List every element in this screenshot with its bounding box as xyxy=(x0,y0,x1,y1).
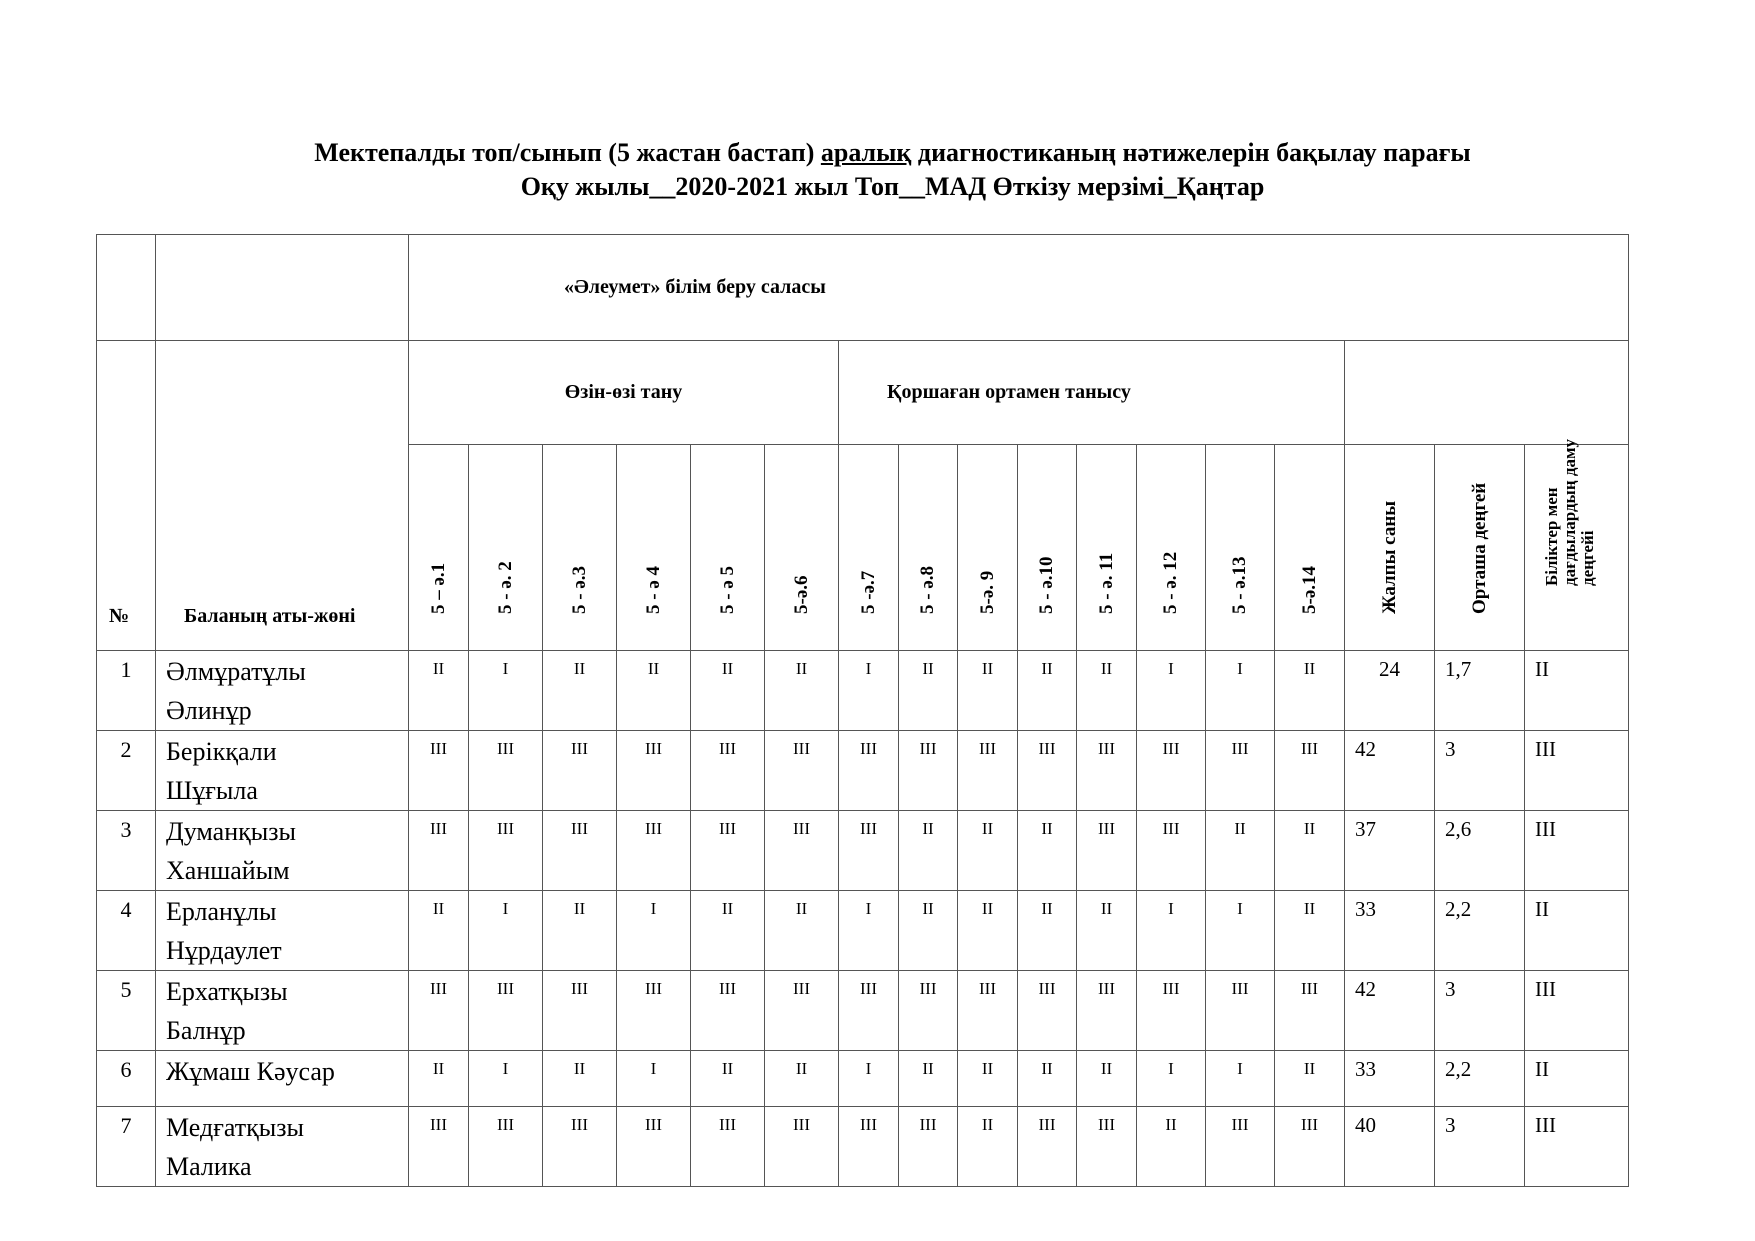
level-cell: II xyxy=(543,891,617,971)
level-cell: III xyxy=(839,811,899,891)
level-cell: II xyxy=(1275,1051,1345,1107)
total-cell: 40 xyxy=(1345,1107,1435,1187)
total-cell: 42 xyxy=(1345,731,1435,811)
col-header-code-label: 5-ә.14 xyxy=(1298,565,1320,614)
level-cell: II xyxy=(409,1051,469,1107)
col-header-level-label: Біліктер мен дағдылардың даму деңгейі xyxy=(1541,438,1597,586)
col-header-total xyxy=(1345,445,1435,651)
level-cell: III xyxy=(839,971,899,1051)
table-row xyxy=(97,651,1629,731)
level-cell: III xyxy=(1206,1107,1275,1187)
col-header-code xyxy=(765,445,839,651)
level-cell: II xyxy=(409,651,469,731)
level-cell: I xyxy=(839,891,899,971)
table-row xyxy=(97,731,1629,811)
child-name xyxy=(156,811,409,891)
level-cell: III xyxy=(1275,1107,1345,1187)
average-cell: 3 xyxy=(1435,1107,1525,1187)
col-header-code xyxy=(543,445,617,651)
level-cell: II xyxy=(958,1051,1018,1107)
level-cell: II xyxy=(691,891,765,971)
col-header-code-label: 5 - ә. 12 xyxy=(1160,551,1181,614)
col-header-total-label: Жалпы саны xyxy=(1378,500,1400,614)
child-surname: Ерланұлы xyxy=(166,897,277,926)
level-cell: III xyxy=(765,971,839,1051)
col-header-code xyxy=(1206,445,1275,651)
level-cell: II xyxy=(1275,811,1345,891)
child-surname: Жұмаш Кәусар xyxy=(166,1057,335,1086)
diagnostics-table xyxy=(96,234,1629,1187)
level-cell: II xyxy=(1137,1107,1206,1187)
total-cell: 24 xyxy=(1345,651,1435,731)
group-header-environment: Қоршаған ортамен танысу xyxy=(839,341,1345,445)
level-cell: III xyxy=(1018,1107,1077,1187)
row-number: 7 xyxy=(97,1107,156,1187)
child-surname: Әлмұратұлы xyxy=(166,657,306,686)
total-cell: 33 xyxy=(1345,1051,1435,1107)
document-title xyxy=(0,138,1755,168)
table-row xyxy=(97,811,1629,891)
level-cell: III xyxy=(765,1107,839,1187)
col-header-code-label: 5 - ә.13 xyxy=(1229,556,1250,614)
level-cell: III xyxy=(1275,731,1345,811)
table-row xyxy=(97,971,1629,1051)
level-cell: II xyxy=(765,1051,839,1107)
level-cell: III xyxy=(1077,811,1137,891)
col-header-no: № xyxy=(97,341,156,651)
child-given-name: Балнұр xyxy=(166,1016,246,1045)
group-header-self-knowledge: Өзін-өзі тану xyxy=(409,341,839,445)
level-cell: I xyxy=(469,651,543,731)
level-cell: III xyxy=(543,1107,617,1187)
overall-level-cell: III xyxy=(1525,1107,1629,1187)
col-header-code-label: 5 - ә. 2 xyxy=(494,561,516,614)
level-cell: III xyxy=(691,971,765,1051)
level-cell: II xyxy=(543,651,617,731)
level-cell: III xyxy=(691,811,765,891)
row-number: 4 xyxy=(97,891,156,971)
average-cell: 2,2 xyxy=(1435,1051,1525,1107)
child-name xyxy=(156,1051,409,1107)
level-cell: II xyxy=(1018,1051,1077,1107)
level-cell: III xyxy=(839,731,899,811)
overall-level-cell: II xyxy=(1525,651,1629,731)
level-cell: II xyxy=(617,651,691,731)
child-name xyxy=(156,891,409,971)
col-header-code xyxy=(899,445,958,651)
average-cell: 2,6 xyxy=(1435,811,1525,891)
col-header-code-label: 5 - ә 4 xyxy=(642,565,664,614)
level-cell: I xyxy=(1137,1051,1206,1107)
document-subtitle: Оқу жылы__2020-2021 жыл Топ__МАД Өткізу мерзімі_Қаңтар xyxy=(520,172,1265,201)
level-cell: III xyxy=(409,731,469,811)
average-cell: 3 xyxy=(1435,971,1525,1051)
level-cell: III xyxy=(617,731,691,811)
child-surname: Думанқызы xyxy=(166,817,296,846)
level-cell: II xyxy=(958,891,1018,971)
average-cell: 2,2 xyxy=(1435,891,1525,971)
level-cell: II xyxy=(1077,891,1137,971)
col-header-code-label: 5 – ә.1 xyxy=(427,562,449,614)
level-cell: III xyxy=(409,971,469,1051)
col-header-code xyxy=(1275,445,1345,651)
level-cell: II xyxy=(1206,811,1275,891)
level-cell: II xyxy=(1275,651,1345,731)
col-header-average xyxy=(1435,445,1525,651)
level-cell: I xyxy=(839,651,899,731)
level-cell: III xyxy=(765,731,839,811)
overall-level-cell: II xyxy=(1525,1051,1629,1107)
level-cell: III xyxy=(691,1107,765,1187)
level-cell: III xyxy=(691,731,765,811)
child-name xyxy=(156,1107,409,1187)
level-cell: III xyxy=(617,1107,691,1187)
level-cell: III xyxy=(1077,1107,1137,1187)
total-cell: 42 xyxy=(1345,971,1435,1051)
level-cell: I xyxy=(1206,1051,1275,1107)
child-name xyxy=(156,971,409,1051)
level-cell: I xyxy=(1137,891,1206,971)
row-number: 5 xyxy=(97,971,156,1051)
child-surname: Медғатқызы xyxy=(166,1113,304,1142)
level-cell: III xyxy=(899,971,958,1051)
level-cell: III xyxy=(409,1107,469,1187)
level-cell: II xyxy=(1077,651,1137,731)
level-cell: II xyxy=(1077,1051,1137,1107)
overall-level-cell: III xyxy=(1525,811,1629,891)
col-header-code xyxy=(691,445,765,651)
total-cell: 37 xyxy=(1345,811,1435,891)
title-part-1: Мектепалды топ/сынып (5 жастан бастап) xyxy=(314,138,821,167)
level-cell: III xyxy=(839,1107,899,1187)
level-cell: III xyxy=(409,811,469,891)
level-cell: II xyxy=(899,651,958,731)
level-cell: I xyxy=(1137,651,1206,731)
level-cell: III xyxy=(1275,971,1345,1051)
level-cell: I xyxy=(469,1051,543,1107)
child-name xyxy=(156,731,409,811)
level-cell: III xyxy=(765,811,839,891)
level-cell: III xyxy=(1137,971,1206,1051)
header-row-area xyxy=(97,235,1629,341)
level-cell: II xyxy=(409,891,469,971)
col-header-code xyxy=(1018,445,1077,651)
child-given-name: Малика xyxy=(166,1152,252,1181)
level-cell: III xyxy=(958,971,1018,1051)
child-given-name: Нұрдаулет xyxy=(166,936,282,965)
level-cell: III xyxy=(1018,731,1077,811)
level-cell: II xyxy=(899,891,958,971)
level-cell: III xyxy=(1137,731,1206,811)
level-cell: III xyxy=(469,971,543,1051)
level-cell: II xyxy=(958,1107,1018,1187)
row-number: 2 xyxy=(97,731,156,811)
col-header-name: Баланың аты-жөні xyxy=(156,341,409,651)
col-header-code-label: 5-ә. 9 xyxy=(976,570,998,614)
level-cell: I xyxy=(617,891,691,971)
level-cell: III xyxy=(899,1107,958,1187)
level-cell: II xyxy=(899,811,958,891)
total-cell: 33 xyxy=(1345,891,1435,971)
col-header-code xyxy=(469,445,543,651)
table-row xyxy=(97,1051,1629,1107)
level-cell: III xyxy=(958,731,1018,811)
col-header-code xyxy=(839,445,899,651)
col-header-code-label: 5 -ә.7 xyxy=(857,570,879,614)
average-cell: 1,7 xyxy=(1435,651,1525,731)
level-cell: II xyxy=(1275,891,1345,971)
area-header: «Әлеумет» білім беру саласы xyxy=(409,235,1629,341)
col-header-code-label: 5 - ә 5 xyxy=(716,565,738,614)
level-cell: II xyxy=(1018,811,1077,891)
level-cell: III xyxy=(617,811,691,891)
level-cell: I xyxy=(1206,651,1275,731)
col-header-code xyxy=(617,445,691,651)
level-cell: II xyxy=(1018,651,1077,731)
level-cell: III xyxy=(469,811,543,891)
average-cell: 3 xyxy=(1435,731,1525,811)
level-cell: II xyxy=(958,651,1018,731)
level-cell: II xyxy=(765,891,839,971)
col-header-code-label: 5 - ә. 11 xyxy=(1095,552,1117,614)
level-cell: II xyxy=(543,1051,617,1107)
child-given-name: Шұғыла xyxy=(166,776,258,805)
level-cell: III xyxy=(1206,731,1275,811)
overall-level-cell: III xyxy=(1525,971,1629,1051)
level-cell: II xyxy=(691,1051,765,1107)
header-blank-no xyxy=(97,235,156,341)
col-header-average-label: Орташа деңгей xyxy=(1468,482,1490,614)
level-cell: I xyxy=(1206,891,1275,971)
child-name xyxy=(156,651,409,731)
row-number: 3 xyxy=(97,811,156,891)
level-cell: III xyxy=(1206,971,1275,1051)
title-part-2: диагностиканың нәтижелерін бақылау парағы xyxy=(911,138,1471,167)
child-given-name: Әлинұр xyxy=(166,696,252,725)
level-cell: I xyxy=(469,891,543,971)
level-cell: I xyxy=(839,1051,899,1107)
col-header-code xyxy=(1077,445,1137,651)
header-row-groups xyxy=(97,341,1629,445)
child-surname: Берікқали xyxy=(166,737,277,766)
header-blank-name xyxy=(156,235,409,341)
level-cell: III xyxy=(1077,971,1137,1051)
level-cell: II xyxy=(899,1051,958,1107)
col-header-code-label: 5 - ә.3 xyxy=(568,565,590,614)
level-cell: III xyxy=(543,971,617,1051)
level-cell: II xyxy=(958,811,1018,891)
table-row xyxy=(97,1107,1629,1187)
title-underlined-word: аралық xyxy=(820,138,912,167)
level-cell: II xyxy=(691,651,765,731)
level-cell: III xyxy=(1137,811,1206,891)
level-cell: III xyxy=(1018,971,1077,1051)
level-cell: III xyxy=(899,731,958,811)
col-header-code-label: 5 - ә.8 xyxy=(917,565,938,614)
overall-level-cell: III xyxy=(1525,731,1629,811)
level-cell: III xyxy=(469,731,543,811)
col-header-code xyxy=(409,445,469,651)
col-header-code xyxy=(958,445,1018,651)
level-cell: III xyxy=(543,731,617,811)
row-number: 6 xyxy=(97,1051,156,1107)
level-cell: III xyxy=(617,971,691,1051)
level-cell: II xyxy=(765,651,839,731)
level-cell: III xyxy=(469,1107,543,1187)
child-surname: Ерхатқызы xyxy=(166,977,288,1006)
level-cell: III xyxy=(543,811,617,891)
row-number: 1 xyxy=(97,651,156,731)
level-cell: I xyxy=(617,1051,691,1107)
col-header-code xyxy=(1137,445,1206,651)
col-header-code-label: 5 - ә.10 xyxy=(1036,556,1057,614)
level-cell: III xyxy=(1077,731,1137,811)
table-row xyxy=(97,891,1629,971)
col-header-level xyxy=(1525,438,1629,651)
col-header-code-label: 5-ә.6 xyxy=(790,575,812,614)
level-cell: II xyxy=(1018,891,1077,971)
overall-level-cell: II xyxy=(1525,891,1629,971)
child-given-name: Ханшайым xyxy=(166,856,290,885)
